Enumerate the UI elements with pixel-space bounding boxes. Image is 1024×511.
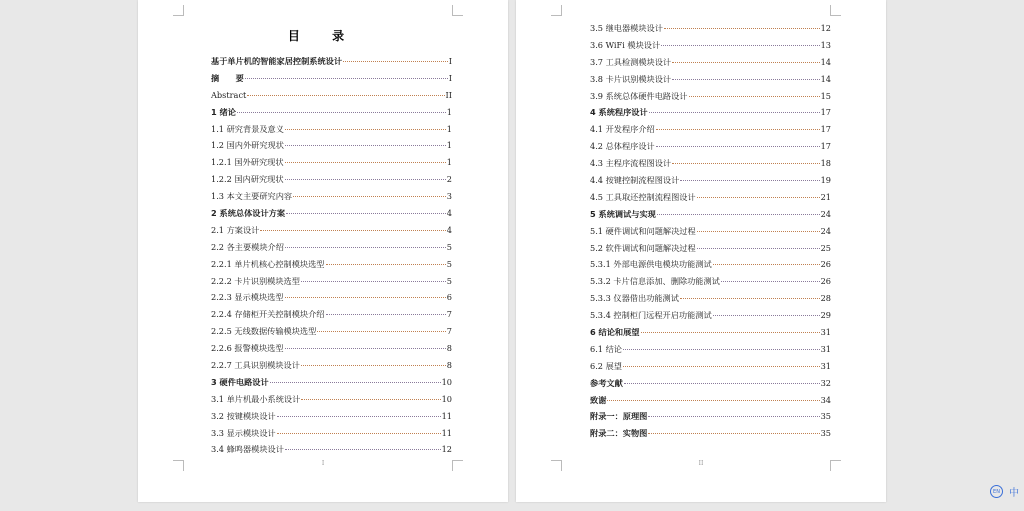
toc-entry-page: 18 xyxy=(820,158,831,169)
toc-entry-page: 26 xyxy=(820,276,831,287)
toc-entry-page: 5 xyxy=(446,241,452,252)
toc-entry-page: 1 xyxy=(446,106,452,117)
toc-entry-page: 7 xyxy=(446,326,452,337)
dot-leader xyxy=(648,433,819,434)
toc-entry[interactable] xyxy=(211,242,452,259)
toc-entry[interactable] xyxy=(590,23,831,40)
dot-leader xyxy=(721,281,820,282)
toc-entry-label: 3.8 卡片识别模块设计 xyxy=(590,73,672,84)
toc-entry[interactable] xyxy=(211,411,452,428)
toc-entry-label: Abstract xyxy=(211,89,247,100)
dot-leader xyxy=(286,213,446,214)
toc-entry[interactable] xyxy=(590,411,831,428)
dot-leader xyxy=(277,433,441,434)
toc-entry-label: 3.1 单片机最小系统设计 xyxy=(211,393,301,404)
toc-entry-page: 15 xyxy=(820,90,831,101)
toc-entry-label: 2.2.5 无线数据传输模块选型 xyxy=(211,326,317,337)
toc-entry-page: 24 xyxy=(820,208,831,219)
corner-mark xyxy=(452,5,463,16)
toc-entry-page: 31 xyxy=(820,343,831,354)
dot-leader xyxy=(270,382,441,383)
toc-entry-page: 8 xyxy=(446,343,452,354)
toc-entry[interactable] xyxy=(590,310,831,327)
toc-entry-label: 1.3 本文主要研究内容 xyxy=(211,191,293,202)
toc-entry-page: 29 xyxy=(820,310,831,321)
ime-indicator[interactable] xyxy=(990,484,1019,499)
dot-leader xyxy=(285,247,446,248)
dot-leader xyxy=(245,78,448,79)
dot-leader xyxy=(672,79,819,80)
dot-leader xyxy=(285,449,441,450)
dot-leader xyxy=(641,332,820,333)
toc-entry-label: 4.2 总体程序设计 xyxy=(590,141,655,152)
dot-leader xyxy=(277,416,441,417)
dot-leader xyxy=(260,230,445,231)
dot-leader xyxy=(301,281,446,282)
toc-list xyxy=(590,23,831,445)
dot-leader xyxy=(285,297,446,298)
toc-entry[interactable] xyxy=(211,107,452,124)
toc-entry-label: 1.2 国内外研究现状 xyxy=(211,140,284,151)
page-number: II xyxy=(698,460,704,467)
toc-entry[interactable] xyxy=(590,107,831,124)
toc-entry[interactable] xyxy=(590,141,831,158)
ime-logo-icon[interactable]: EN xyxy=(990,485,1003,498)
toc-entry-page: 10 xyxy=(441,376,452,387)
dot-leader xyxy=(713,264,820,265)
toc-entry[interactable] xyxy=(211,124,452,141)
toc-entry-page: 14 xyxy=(820,56,831,67)
toc-entry[interactable] xyxy=(590,361,831,378)
toc-entry[interactable] xyxy=(211,208,452,225)
toc-entry-page: 5 xyxy=(446,275,452,286)
toc-entry[interactable] xyxy=(211,140,452,157)
toc-entry[interactable] xyxy=(590,276,831,293)
toc-entry-label: 参考文献 xyxy=(590,377,623,388)
toc-entry-label: 3.2 按键模块设计 xyxy=(211,410,276,421)
toc-entry-page: 24 xyxy=(820,225,831,236)
toc-entry-label: 4.5 工具取还控制流程图设计 xyxy=(590,191,696,202)
toc-entry-label: 2.2.2 卡片识别模块选型 xyxy=(211,275,300,286)
toc-entry[interactable] xyxy=(211,56,452,73)
toc-entry-label: 附录一：原理图 xyxy=(590,411,648,422)
toc-entry-page: 1 xyxy=(446,157,452,168)
toc-entry-page: 28 xyxy=(820,293,831,304)
toc-entry-label: 基于单片机的智能家居控制系统设计 xyxy=(211,56,343,66)
toc-entry-page: 25 xyxy=(820,242,831,253)
toc-entry-page: 10 xyxy=(441,393,452,404)
toc-entry-label: 5 系统调试与实现 xyxy=(590,208,656,219)
toc-entry[interactable] xyxy=(211,157,452,174)
toc-entry[interactable] xyxy=(211,191,452,208)
toc-entry-page: 5 xyxy=(446,258,452,269)
toc-entry[interactable] xyxy=(590,243,831,260)
toc-entry-label: 1.1 研究背景及意义 xyxy=(211,123,284,134)
dot-leader xyxy=(697,231,820,232)
toc-entry-page: 26 xyxy=(820,259,831,270)
dot-leader xyxy=(672,62,819,63)
toc-entry-page: 12 xyxy=(820,23,831,33)
toc-entry[interactable] xyxy=(590,344,831,361)
toc-entry[interactable] xyxy=(211,90,452,107)
dot-leader xyxy=(680,298,820,299)
dot-leader xyxy=(285,162,446,163)
dot-leader xyxy=(689,96,820,97)
corner-mark xyxy=(173,5,184,16)
dot-leader xyxy=(623,366,820,367)
corner-mark xyxy=(830,5,841,16)
toc-entry-label: 6 结论和展望 xyxy=(590,327,640,338)
toc-entry[interactable] xyxy=(590,175,831,192)
toc-entry-label: 2.1 方案设计 xyxy=(211,224,260,235)
toc-entry-label: 2.2 各主要模块介绍 xyxy=(211,241,284,252)
toc-entry-page: 11 xyxy=(441,427,452,438)
toc-entry-page: 31 xyxy=(820,360,831,371)
toc-entry[interactable] xyxy=(211,259,452,276)
dot-leader xyxy=(648,416,819,417)
toc-entry-page: 19 xyxy=(820,175,831,186)
dot-leader xyxy=(326,314,446,315)
toc-entry-label: 2.2.7 工具识别模块设计 xyxy=(211,360,300,371)
toc-entry[interactable] xyxy=(590,192,831,209)
toc-entry-label: 2.2.3 显示模块选型 xyxy=(211,292,284,303)
toc-entry[interactable] xyxy=(590,158,831,175)
dot-leader xyxy=(680,180,819,181)
toc-entry-page: 14 xyxy=(820,73,831,84)
dot-leader xyxy=(293,196,446,197)
toc-entry[interactable] xyxy=(211,276,452,293)
toc-entry[interactable] xyxy=(590,57,831,74)
toc-entry-page: 13 xyxy=(820,39,831,50)
toc-entry[interactable] xyxy=(590,226,831,243)
toc-entry[interactable] xyxy=(211,174,452,191)
toc-entry-page: 35 xyxy=(820,428,831,439)
toc-entry-label: 5.3.1 外部电源供电模块功能测试 xyxy=(590,259,712,270)
document-page-2 xyxy=(516,0,886,502)
toc-entry-label: 2.2.4 存储柜开关控制模块介绍 xyxy=(211,309,325,320)
toc-entry-label: 1 绪论 xyxy=(211,106,236,117)
toc-entry[interactable] xyxy=(590,378,831,395)
toc-entry-label: 3.4 蜂鸣器模块设计 xyxy=(211,444,284,455)
toc-entry[interactable] xyxy=(211,343,452,360)
dot-leader xyxy=(285,348,446,349)
toc-entry[interactable] xyxy=(211,444,452,461)
dot-leader xyxy=(237,112,446,113)
toc-entry-label: 5.3.2 卡片信息添加、删除功能测试 xyxy=(590,276,720,287)
toc-entry-label: 4.3 主程序流程图设计 xyxy=(590,158,672,169)
toc-entry[interactable] xyxy=(211,428,452,445)
toc-entry-label: 5.2 软件调试和问题解决过程 xyxy=(590,242,696,253)
toc-entry-page: I xyxy=(448,72,452,83)
toc-entry-label: 4.1 开发程序介绍 xyxy=(590,124,655,135)
toc-entry[interactable] xyxy=(590,395,831,412)
toc-entry-page: 6 xyxy=(446,292,452,303)
corner-mark xyxy=(551,5,562,16)
toc-entry-page: 7 xyxy=(446,309,452,320)
toc-entry-page: 1 xyxy=(446,140,452,151)
dot-leader xyxy=(656,146,820,147)
dot-leader xyxy=(326,264,446,265)
toc-entry-page: 17 xyxy=(820,141,831,152)
dot-leader xyxy=(664,28,820,29)
toc-entry-label: 致谢 xyxy=(590,394,607,405)
toc-entry[interactable] xyxy=(211,292,452,309)
toc-entry-page: 31 xyxy=(820,327,831,338)
toc-entry-page: 17 xyxy=(820,107,831,118)
document-page-1 xyxy=(138,0,508,502)
toc-entry-page: 1 xyxy=(446,123,452,134)
toc-entry-page: 35 xyxy=(820,411,831,422)
toc-entry-label: 5.1 硬件调试和问题解决过程 xyxy=(590,225,696,236)
toc-entry-label: 6.2 展望 xyxy=(590,360,622,371)
toc-entry-label: 1.2.2 国内研究现状 xyxy=(211,174,284,185)
toc-entry-label: 3.9 系统总体硬件电路设计 xyxy=(590,90,688,101)
toc-entry[interactable] xyxy=(211,377,452,394)
toc-entry-label: 2 系统总体设计方案 xyxy=(211,208,286,219)
toc-entry-label: 5.3.4 控制柜门远程开启功能测试 xyxy=(590,310,712,321)
toc-entry-label: 3.7 工具检测模块设计 xyxy=(590,56,672,67)
toc-entry[interactable] xyxy=(590,259,831,276)
toc-entry[interactable] xyxy=(590,293,831,310)
dot-leader xyxy=(672,163,819,164)
dot-leader xyxy=(697,248,820,249)
toc-entry-page: 12 xyxy=(441,444,452,455)
page-number: I xyxy=(321,460,325,467)
dot-leader xyxy=(607,400,819,401)
toc-entry-page: I xyxy=(448,56,452,66)
dot-leader xyxy=(285,129,446,130)
dot-leader xyxy=(285,145,446,146)
toc-entry-page: 4 xyxy=(446,208,452,219)
toc-entry[interactable] xyxy=(590,40,831,57)
ime-language-toggle[interactable]: 中 xyxy=(1009,488,1019,499)
toc-entry[interactable] xyxy=(590,209,831,226)
toc-entry[interactable] xyxy=(211,309,452,326)
dot-leader xyxy=(301,399,440,400)
toc-entry[interactable] xyxy=(211,225,452,242)
dot-leader xyxy=(317,331,445,332)
dot-leader xyxy=(661,45,819,46)
toc-entry[interactable] xyxy=(590,327,831,344)
toc-entry-page: 34 xyxy=(820,394,831,405)
toc-entry-page: 11 xyxy=(441,410,452,421)
dot-leader xyxy=(285,179,446,180)
toc-entry-page: 8 xyxy=(446,360,452,371)
toc-entry[interactable] xyxy=(211,360,452,377)
toc-title: 目 录 xyxy=(287,29,359,43)
toc-entry-page: 32 xyxy=(820,377,831,388)
toc-entry-label: 1.2.1 国外研究现状 xyxy=(211,157,284,168)
toc-entry-label: 3.5 继电器模块设计 xyxy=(590,23,663,33)
toc-entry-page: II xyxy=(445,89,452,100)
toc-entry-page: 21 xyxy=(820,191,831,202)
toc-entry-page: 3 xyxy=(446,191,452,202)
toc-entry-page: 2 xyxy=(446,174,452,185)
dot-leader xyxy=(649,112,820,113)
toc-entry[interactable] xyxy=(211,326,452,343)
toc-entry-label: 3 硬件电路设计 xyxy=(211,376,269,387)
toc-entry[interactable] xyxy=(211,73,452,90)
toc-entry[interactable] xyxy=(211,394,452,411)
dot-leader xyxy=(713,315,820,316)
toc-entry[interactable] xyxy=(590,74,831,91)
dot-leader xyxy=(697,197,820,198)
toc-entry-label: 2.2.6 报警模块选型 xyxy=(211,343,284,354)
toc-entry-label: 2.2.1 单片机核心控制模块选型 xyxy=(211,258,325,269)
toc-entry[interactable] xyxy=(590,124,831,141)
toc-entry[interactable] xyxy=(590,91,831,108)
toc-entry-label: 5.3.3 仪器借出功能测试 xyxy=(590,293,679,304)
toc-list xyxy=(211,56,452,461)
dot-leader xyxy=(624,383,820,384)
dot-leader xyxy=(301,365,446,366)
dot-leader xyxy=(657,214,820,215)
toc-entry-label: 4.4 按键控制流程图设计 xyxy=(590,175,680,186)
toc-entry-label: 摘 要 xyxy=(211,72,244,83)
dot-leader xyxy=(343,61,448,62)
toc-entry-label: 3.6 WiFi 模块设计 xyxy=(590,39,661,50)
toc-entry-label: 4 系统程序设计 xyxy=(590,107,648,118)
toc-entry-page: 17 xyxy=(820,124,831,135)
toc-entry-page: 4 xyxy=(446,224,452,235)
toc-entry-label: 3.3 显示模块设计 xyxy=(211,427,276,438)
dot-leader xyxy=(656,129,820,130)
dot-leader xyxy=(247,95,444,96)
toc-entry-label: 附录二：实物图 xyxy=(590,428,648,439)
dot-leader xyxy=(623,349,820,350)
toc-entry[interactable] xyxy=(590,428,831,445)
toc-entry-label: 6.1 结论 xyxy=(590,343,622,354)
